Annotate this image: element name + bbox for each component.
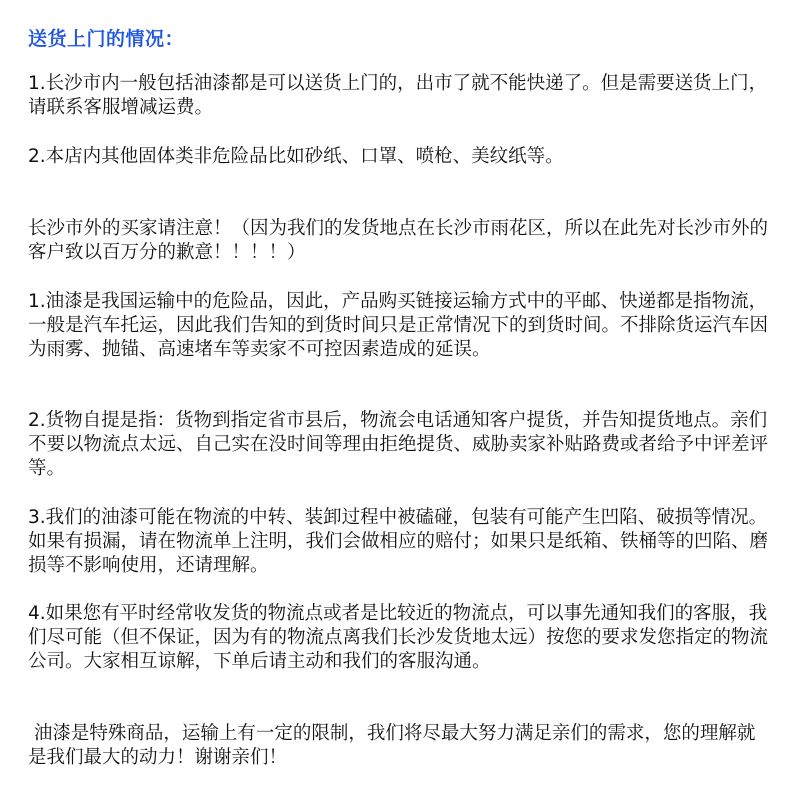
- paragraph-hazardous-transport: 1.油漆是我国运输中的危险品，因此，产品购买链接运输方式中的平邮、快递都是指物流，一般是汽车托运，因此我们告知的到货时间只是正常情况下的到货时间。不排除货运汽车因为雨雾、抛锚、高速堵车等卖家不可控因素造成的延误。: [28, 291, 769, 360]
- paragraph-outside-notice: 长沙市外的买家请注意！（因为我们的发货地点在长沙市雨花区，所以在此先对长沙市外的客户致以百万分的歉意！！！！）: [28, 218, 769, 263]
- paragraph-self-pickup: 2.货物自提是指：货物到指定省市县后，物流会电话通知客户提货，并告知提货地点。亲们不要以物流点太远、自己实在没时间等理由拒绝提货、威胁卖家补贴路费或者给予中评差评等。: [28, 410, 769, 479]
- paragraph-logistics-choice: 4.如果您有平时经常收发货的物流点或者是比较近的物流点，可以事先通知我们的客服，我们尽可能（但不保证，因为有的物流点离我们长沙发货地太远）按您的要求发您指定的物流公司。大家相互谅解，下单后请主动和我们的客服沟通。: [28, 603, 769, 672]
- paragraph-damage: 3.我们的油漆可能在物流的中转、装卸过程中被磕碰，包装有可能产生凹陷、破损等情况。如果有损漏，请在物流单上注明，我们会做相应的赔付；如果只是纸箱、铁桶等的凹陷、磨损等不影响使用，还请理解。: [28, 507, 769, 576]
- paragraph-closing: 油漆是特殊商品，运输上有一定的限制，我们将尽最大努力满足亲们的需求，您的理解就是我们最大的动力！谢谢亲们！: [28, 723, 756, 768]
- paragraph-non-hazardous: 2.本店内其他固体类非危险品比如砂纸、口罩、喷枪、美纹纸等。: [28, 146, 564, 167]
- paragraph-local-delivery: 1.长沙市内一般包括油漆都是可以送货上门的，出市了就不能快递了。但是需要送货上门，请联系客服增减运费。: [28, 73, 768, 118]
- delivery-title: 送货上门的情况：: [28, 28, 185, 50]
